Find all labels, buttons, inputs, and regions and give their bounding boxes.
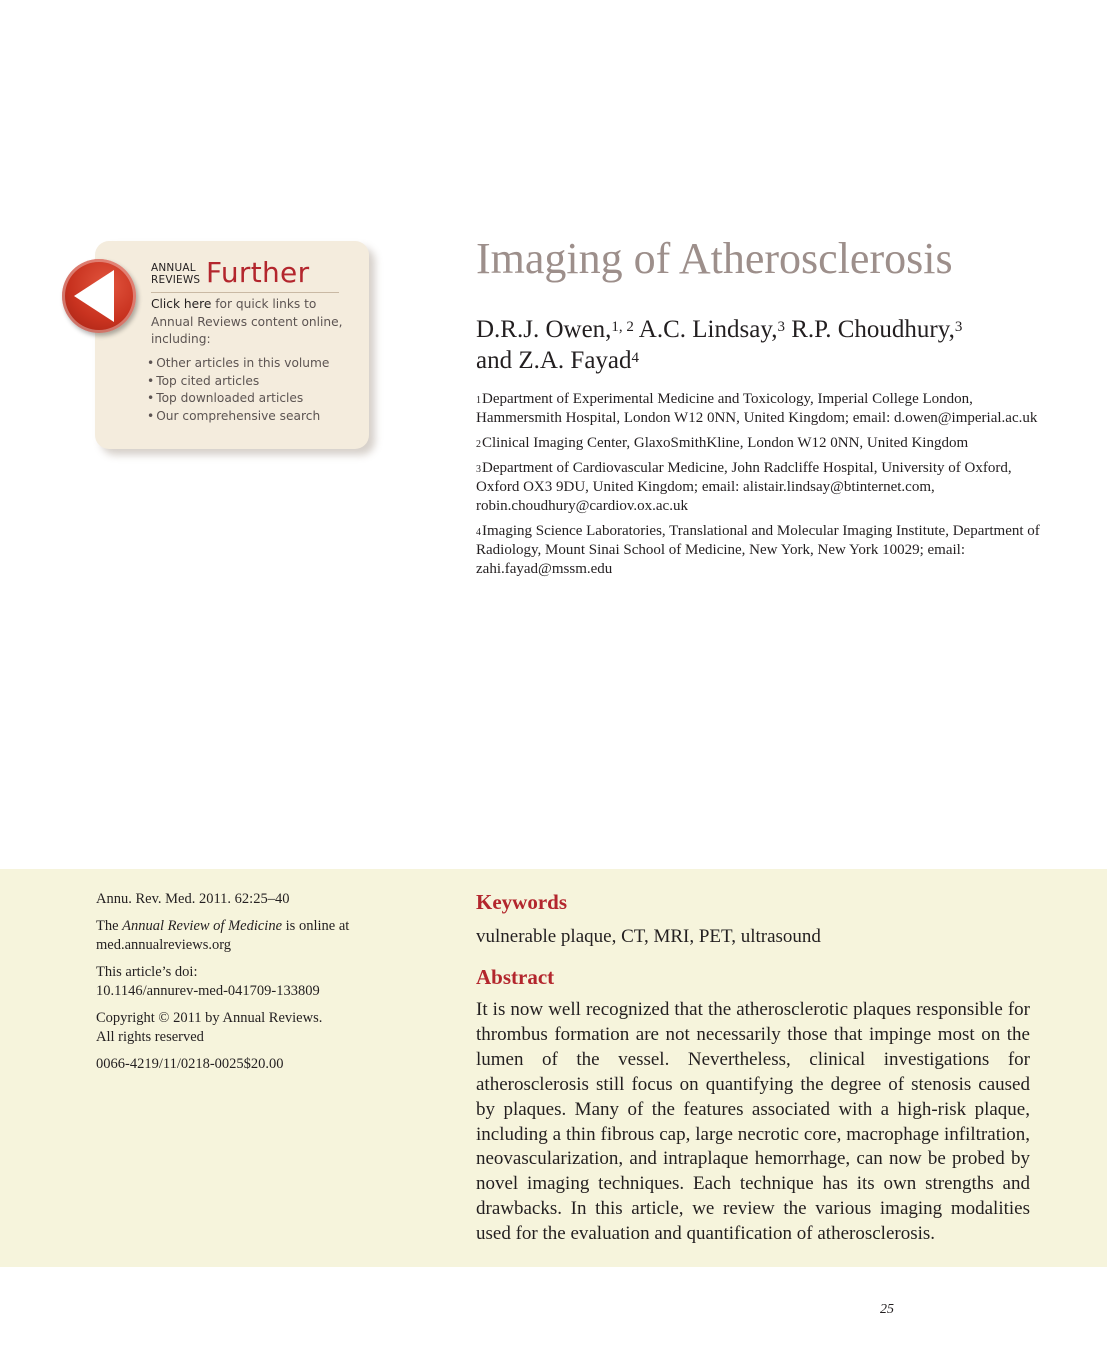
journal-name: Annual Review of Medicine [122,918,283,934]
affiliation-3 [476,459,1046,516]
article-metadata [96,890,386,1082]
annual-label: ANNUAL [151,262,196,274]
back-arrow-icon[interactable] [74,270,114,322]
keywords-heading: Keywords [476,890,567,914]
affiliation-text: Imaging Science Laboratories, Translational and Molecular Imaging Institute, Department of Radiology, Mount Sinai School of Medicine, New York, New York 10029; email: zahi.fayad@mssm.edu [476,523,1040,577]
affiliation-1 [476,390,1046,428]
author-name: and Z.A. Fayad [476,347,632,374]
annual-reviews-logo [151,262,200,286]
further-heading: Further [206,256,310,289]
further-link-top-cited[interactable]: • Top cited articles [147,373,329,391]
affiliations [476,390,1046,585]
abstract-text: It is now well recognized that the atherosclerotic plaques responsible for thrombus formation are not necessarily those that impinge most on the lumen of the vessel. Nevertheless, clinical investigations for atherosclerosis still focus on quantifying the degree of stenosis caused by plaques. Many of the features associated with a high-risk plaque, including a thin fibrous cap, large necrotic core, macrophage infiltration, neovascularization, and intraplaque hemorrhage, can now be probed by novel imaging techniques. Each technique has its own strengths and drawbacks. In this article, we review the various imaging modalities used for the evaluation and quantification of atherosclerosis. [476,999,1030,1245]
author-affiliation-number: 3 [954,319,963,335]
click-here-link[interactable]: Click here [151,297,212,311]
further-description [151,296,356,349]
copyright [96,1009,386,1047]
online-note [96,917,386,955]
online-note-pre: The [96,918,123,934]
affiliation-text: Department of Cardiovascular Medicine, John Radcliffe Hospital, University of Oxford, Oxford OX3 9DU, United Kingdom; email: alistair.lindsay@btinternet.com, robin.choudhury@cardiov.ox.ac.uk [476,460,1012,514]
further-link-search[interactable]: • Our comprehensive search [147,408,329,426]
further-link-top-downloaded[interactable]: • Top downloaded articles [147,390,329,408]
author-affiliation-number: 4 [631,350,640,366]
author-name: D.R.J. Owen, [476,316,612,343]
doi-label: This article’s doi: [96,964,198,980]
affiliation-number: 1 [476,395,481,406]
abstract-heading: Abstract [476,965,555,989]
further-links-list [147,355,329,425]
copyright-line-1: Copyright © 2011 by Annual Reviews. [96,1010,323,1026]
affiliation-2 [476,434,1046,453]
author-affiliation-number: 3 [777,319,785,335]
reviews-label: REVIEWS [151,274,201,286]
affiliation-text: Department of Experimental Medicine and Toxicology, Imperial College London, Hammersmith Hospital, London W12 0NN, United Kingdom; email: d.owen@imperial.ac.uk [476,391,1038,426]
doi-value[interactable]: 10.1146/annurev-med-041709-133809 [96,983,320,999]
further-link-other-articles[interactable]: • Other articles in this volume [147,355,329,373]
author-list [476,314,1076,376]
further-description-text: for quick links to Annual Reviews content online, including: [151,297,343,346]
doi-block [96,963,386,1001]
article-title: Imaging of Atherosclerosis [476,234,953,283]
citation: Annu. Rev. Med. 2011. 62:25–40 [96,891,290,907]
author-affiliation-number: 1, 2 [611,319,634,335]
copyright-line-2: All rights reserved [96,1029,204,1045]
affiliation-number: 2 [476,439,481,450]
affiliation-number: 3 [476,464,481,475]
page-number: 25 [880,1302,894,1317]
further-divider [151,292,339,293]
author-name: A.C. Lindsay, [638,316,778,343]
keywords-text: vulnerable plaque, CT, MRI, PET, ultrasound [476,926,821,947]
author-name: R.P. Choudhury, [791,316,955,343]
affiliation-text: Clinical Imaging Center, GlaxoSmithKline, London W12 0NN, United Kingdom [482,435,969,451]
affiliation-4 [476,522,1046,579]
affiliation-number: 4 [476,527,481,538]
online-note-post: is online at med.annualreviews.org [96,918,350,953]
issn: 0066-4219/11/0218-0025$20.00 [96,1056,284,1072]
